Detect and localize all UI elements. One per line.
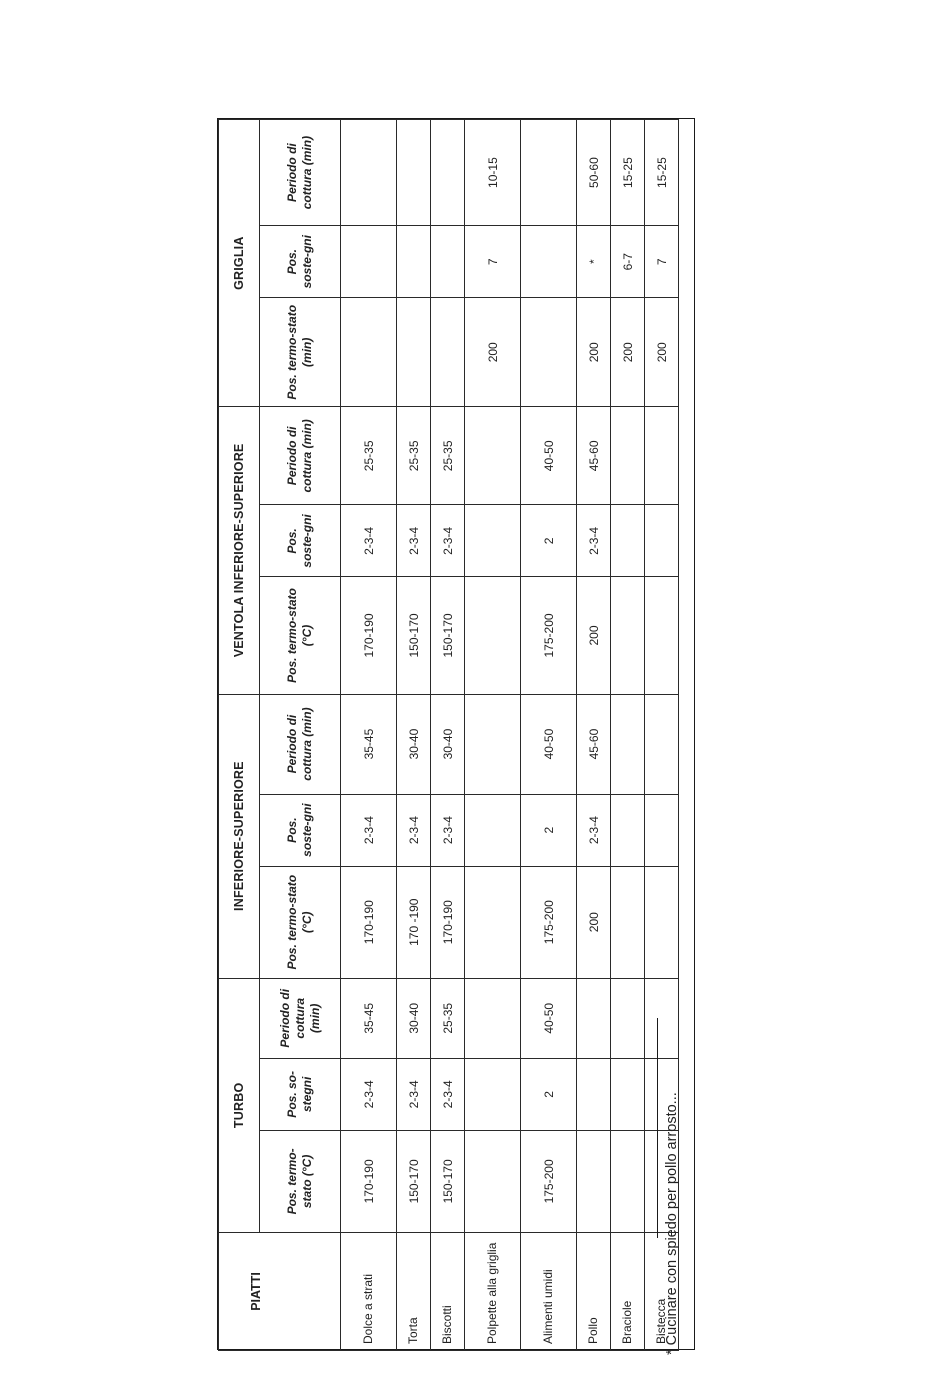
value-cell: * <box>577 226 611 298</box>
value-cell <box>611 1130 645 1232</box>
value-cell: 25-35 <box>341 407 397 505</box>
value-cell <box>645 505 679 577</box>
value-cell <box>577 978 611 1058</box>
value-cell <box>611 866 645 978</box>
dish-name-cell: Dolce a strati <box>341 1232 397 1350</box>
value-cell <box>577 1058 611 1130</box>
value-cell <box>645 794 679 866</box>
subheader-infsup-time: Periodo di cottura (min) <box>260 694 341 794</box>
value-cell: 7 <box>465 226 521 298</box>
value-cell: 30-40 <box>431 694 465 794</box>
value-cell <box>611 794 645 866</box>
table-row <box>611 120 645 1351</box>
value-cell: 2-3-4 <box>341 1058 397 1130</box>
value-cell: 150-170 <box>397 1130 431 1232</box>
dish-name-cell: Polpette alla griglia <box>465 1232 521 1350</box>
value-cell: 150-170 <box>431 577 465 694</box>
dish-name-cell: Torta <box>397 1232 431 1350</box>
value-cell: 35-45 <box>341 694 397 794</box>
subheader-infsup-rack: Pos. soste-gni <box>260 794 341 866</box>
group-header-griglia: GRIGLIA <box>219 120 260 407</box>
value-cell: 40-50 <box>521 978 577 1058</box>
value-cell <box>611 505 645 577</box>
value-cell: 2-3-4 <box>397 505 431 577</box>
value-cell: 2-3-4 <box>341 794 397 866</box>
value-cell <box>465 505 521 577</box>
value-cell <box>465 1130 521 1232</box>
value-cell: 15-25 <box>611 120 645 226</box>
value-cell: 200 <box>577 298 611 407</box>
value-cell: 6-7 <box>611 226 645 298</box>
value-cell <box>465 794 521 866</box>
table-row <box>341 120 397 1351</box>
value-cell: 200 <box>611 298 645 407</box>
value-cell: 175-200 <box>521 577 577 694</box>
value-cell <box>341 120 397 226</box>
value-cell: 2-3-4 <box>577 794 611 866</box>
value-cell: 2 <box>521 1058 577 1130</box>
dish-name-cell: Bistecca <box>645 1232 679 1350</box>
value-cell <box>611 407 645 505</box>
dish-name-cell: Biscotti <box>431 1232 465 1350</box>
table-body <box>341 120 679 1351</box>
value-cell: 200 <box>577 866 611 978</box>
value-cell: 170 -190 <box>397 866 431 978</box>
value-cell: 200 <box>577 577 611 694</box>
header-piatti: PIATTI <box>219 1232 341 1350</box>
group-header-inferiore-superiore: INFERIORE-SUPERIORE <box>219 694 260 978</box>
value-cell: 40-50 <box>521 407 577 505</box>
value-cell <box>465 866 521 978</box>
value-cell: 35-45 <box>341 978 397 1058</box>
subheader-ventola-time: Periodo di cottura (min) <box>260 407 341 505</box>
value-cell: 170-190 <box>341 866 397 978</box>
value-cell <box>465 694 521 794</box>
value-cell: 25-35 <box>431 978 465 1058</box>
table-row <box>397 120 431 1351</box>
value-cell: 150-170 <box>397 577 431 694</box>
subheader-griglia-rack: Pos. soste-gni <box>260 226 341 298</box>
value-cell <box>611 978 645 1058</box>
dish-name-cell: Pollo <box>577 1232 611 1350</box>
value-cell <box>431 226 465 298</box>
value-cell: 30-40 <box>397 694 431 794</box>
value-cell: 2 <box>521 505 577 577</box>
table-row <box>465 120 521 1351</box>
value-cell <box>645 407 679 505</box>
value-cell: 2-3-4 <box>397 1058 431 1130</box>
subheader-griglia-time: Periodo di cottura (min) <box>260 120 341 226</box>
subheader-griglia-thermostat: Pos. termo-stato (min) <box>260 298 341 407</box>
value-cell: 2-3-4 <box>431 505 465 577</box>
value-cell <box>465 1058 521 1130</box>
value-cell: 175-200 <box>521 866 577 978</box>
value-cell: 25-35 <box>431 407 465 505</box>
value-cell: 30-40 <box>397 978 431 1058</box>
table-row <box>431 120 465 1351</box>
value-cell <box>341 226 397 298</box>
value-cell: 2-3-4 <box>431 794 465 866</box>
value-cell: 2-3-4 <box>341 505 397 577</box>
value-cell: 25-35 <box>397 407 431 505</box>
value-cell: 15-25 <box>645 120 679 226</box>
value-cell <box>397 120 431 226</box>
value-cell <box>611 1058 645 1130</box>
value-cell: 50-60 <box>577 120 611 226</box>
value-cell: 2-3-4 <box>577 505 611 577</box>
subheader-infsup-thermostat: Pos. termo-stato (°C) <box>260 866 341 978</box>
value-cell <box>431 120 465 226</box>
value-cell <box>521 298 577 407</box>
value-cell <box>397 298 431 407</box>
table-row <box>521 120 577 1351</box>
value-cell <box>611 694 645 794</box>
value-cell <box>521 120 577 226</box>
value-cell: 170-190 <box>431 866 465 978</box>
value-cell: 2 <box>521 794 577 866</box>
footnote: * Cucinare con spiedo per pollo arrosto... <box>664 1092 680 1355</box>
subheader-ventola-thermostat: Pos. termo-stato (°C) <box>260 577 341 694</box>
value-cell <box>397 226 431 298</box>
value-cell <box>611 577 645 694</box>
value-cell: 7 <box>645 226 679 298</box>
dish-name-cell: Braciole <box>611 1232 645 1350</box>
value-cell: 150-170 <box>431 1130 465 1232</box>
value-cell: 45-60 <box>577 407 611 505</box>
value-cell: 40-50 <box>521 694 577 794</box>
value-cell <box>645 577 679 694</box>
subheader-turbo-thermostat: Pos. termo-stato (°C) <box>260 1130 341 1232</box>
value-cell: 170-190 <box>341 1130 397 1232</box>
subheader-turbo-rack: Pos. so-stegni <box>260 1058 341 1130</box>
value-cell: 170-190 <box>341 577 397 694</box>
value-cell <box>341 298 397 407</box>
value-cell <box>465 978 521 1058</box>
subheader-ventola-rack: Pos. soste-gni <box>260 505 341 577</box>
group-header-ventola: VENTOLA INFERIORE-SUPERIORE <box>219 407 260 694</box>
value-cell <box>645 694 679 794</box>
rotated-table-container <box>218 119 669 1351</box>
cooking-table <box>218 119 679 1351</box>
value-cell: 10-15 <box>465 120 521 226</box>
cooking-table-frame <box>217 118 695 1350</box>
footnote-divider <box>657 1018 658 1238</box>
value-cell: 2-3-4 <box>431 1058 465 1130</box>
value-cell: 45-60 <box>577 694 611 794</box>
group-header-turbo: TURBO <box>219 978 260 1232</box>
value-cell <box>577 1130 611 1232</box>
dish-name-cell: Alimenti umidi <box>521 1232 577 1350</box>
value-cell <box>465 407 521 505</box>
table-row <box>577 120 611 1351</box>
value-cell: 2-3-4 <box>397 794 431 866</box>
value-cell: 200 <box>465 298 521 407</box>
value-cell <box>431 298 465 407</box>
subheader-turbo-time: Periodo di cottura (min) <box>260 978 341 1058</box>
value-cell <box>465 577 521 694</box>
value-cell <box>645 866 679 978</box>
value-cell <box>645 978 679 1058</box>
value-cell <box>521 226 577 298</box>
value-cell: 200 <box>645 298 679 407</box>
value-cell: 175-200 <box>521 1130 577 1232</box>
